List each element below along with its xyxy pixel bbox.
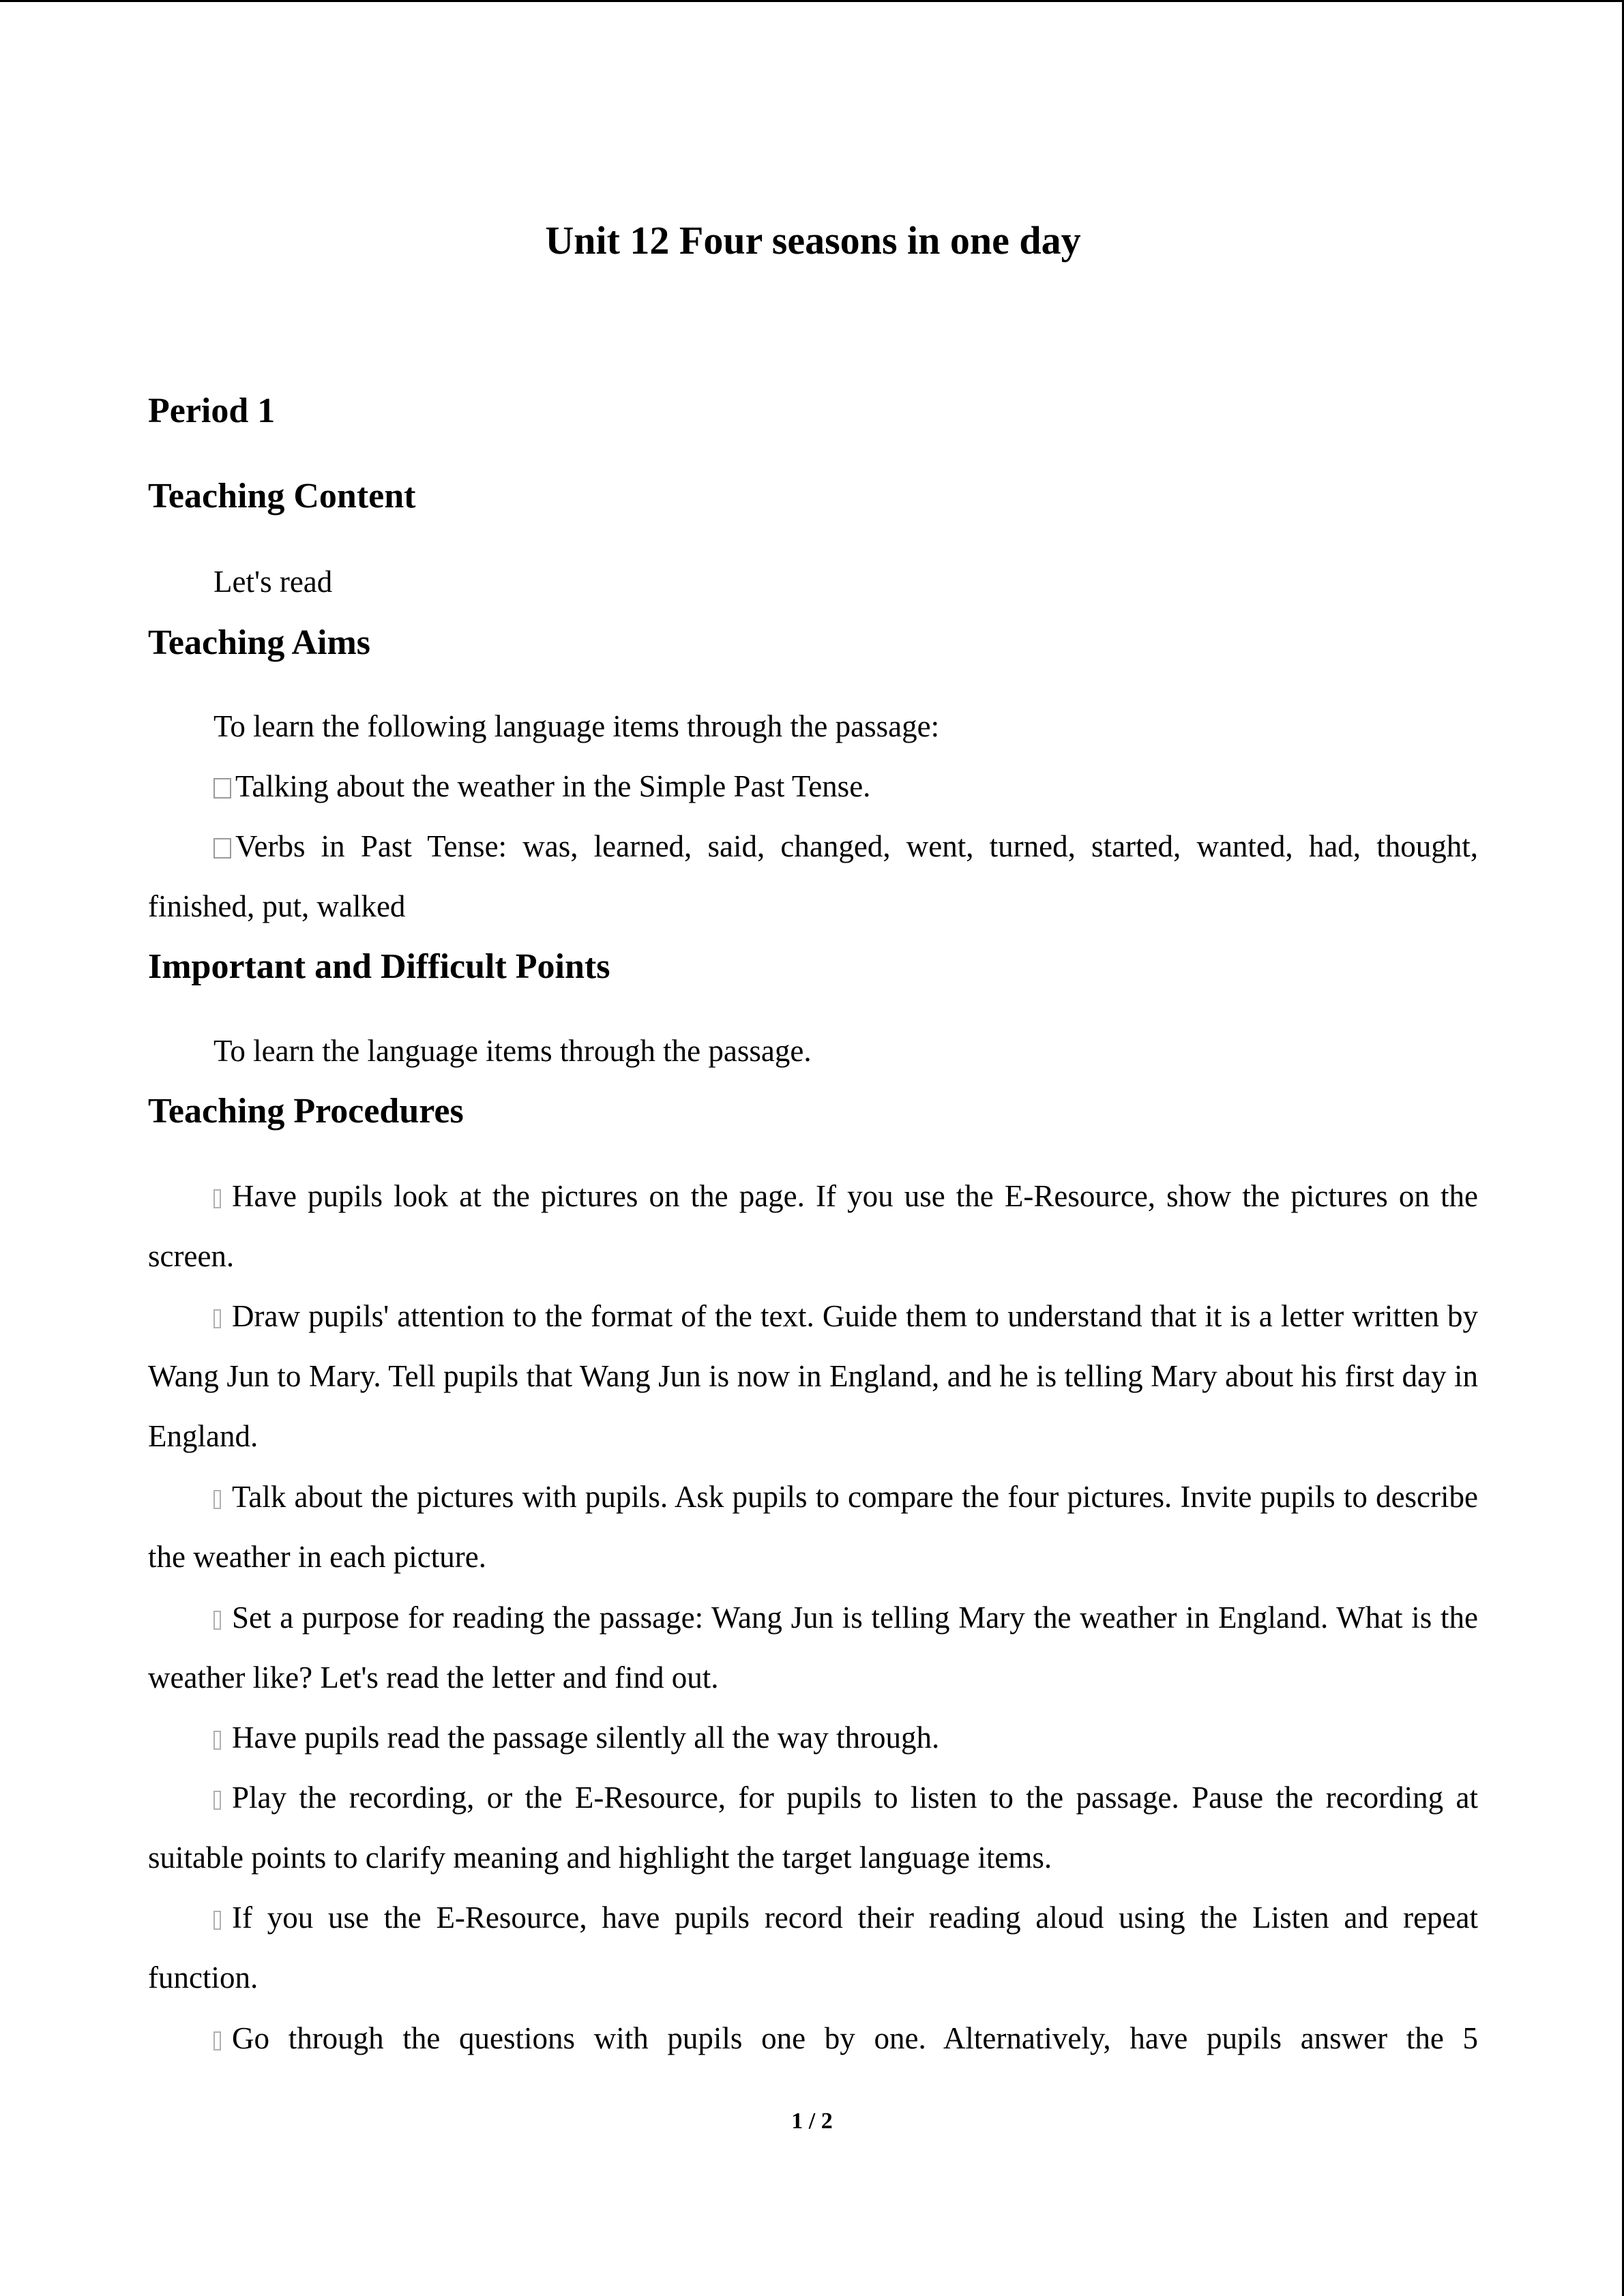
teaching-aims-item-text: Talking about the weather in the Simple Past Tense.	[235, 769, 871, 803]
procedure-step-text: Talk about the pictures with pupils. Ask pupils to compare the four pictures. Invite pupils to describe the weather in each picture.	[148, 1480, 1478, 1574]
missing-glyph-icon	[213, 2031, 221, 2051]
important-points-heading: Important and Difficult Points	[148, 947, 610, 986]
teaching-aims-heading: Teaching Aims	[148, 623, 371, 662]
checkbox-bullet-icon	[213, 838, 231, 859]
procedure-step-text: Have pupils look at the pictures on the page. If you use the E-Resource, show the pictures on the screen.	[148, 1179, 1478, 1273]
procedure-step	[148, 1166, 1478, 1286]
page-number: 1 / 2	[791, 2108, 833, 2134]
procedure-step-text: Play the recording, or the E-Resource, for pupils to listen to the passage. Pause the recording at suitable points to clarify meaning and highlight the target language items.	[148, 1780, 1478, 1875]
teaching-aims-item	[148, 816, 1478, 936]
procedure-step-text: Have pupils read the passage silently all the way through.	[232, 1720, 940, 1755]
important-points-text: To learn the language items through the passage.	[213, 1034, 812, 1068]
missing-glyph-icon	[213, 1611, 221, 1630]
teaching-content-heading: Teaching Content	[148, 477, 416, 516]
teaching-procedures-heading: Teaching Procedures	[148, 1092, 464, 1131]
period-heading: Period 1	[148, 391, 276, 430]
procedure-step-text: Go through the questions with pupils one by one. Alternatively, have pupils answer the 5	[232, 2021, 1478, 2055]
procedure-step	[148, 2008, 1478, 2068]
procedure-step	[148, 1587, 1478, 1708]
procedure-step-text: Draw pupils' attention to the format of the text. Guide them to understand that it is a letter written by Wang Jun to Mary. Tell pupils that Wang Jun is now in England, and he is telling Mary about his first day in England.	[148, 1299, 1478, 1453]
procedure-step	[148, 1768, 1478, 1888]
missing-glyph-icon	[213, 1189, 221, 1208]
missing-glyph-icon	[213, 1791, 221, 1810]
missing-glyph-icon	[213, 1911, 221, 1930]
teaching-content-text: Let's read	[213, 565, 333, 599]
missing-glyph-icon	[213, 1490, 221, 1509]
checkbox-bullet-icon	[213, 778, 231, 799]
procedure-step	[148, 1708, 1478, 1768]
missing-glyph-icon	[213, 1731, 221, 1750]
procedure-step	[148, 1467, 1478, 1587]
procedure-step-text: Set a purpose for reading the passage: Wang Jun is telling Mary the weather in England. What is the weather like? Let's read the letter and find out.	[148, 1600, 1478, 1695]
teaching-aims-intro: To learn the following language items through the passage:	[213, 709, 940, 743]
document-title: Unit 12 Four seasons in one day	[545, 218, 1081, 263]
procedure-step	[148, 1888, 1478, 2008]
procedure-step-text: If you use the E-Resource, have pupils record their reading aloud using the Listen and repeat function.	[148, 1900, 1478, 1995]
missing-glyph-icon	[213, 1309, 221, 1328]
teaching-aims-item-text: Verbs in Past Tense: was, learned, said, changed, went, turned, started, wanted, had, thought, finished, put, walked	[148, 829, 1478, 923]
procedure-step	[148, 1286, 1478, 1466]
teaching-aims-item	[148, 756, 1478, 816]
